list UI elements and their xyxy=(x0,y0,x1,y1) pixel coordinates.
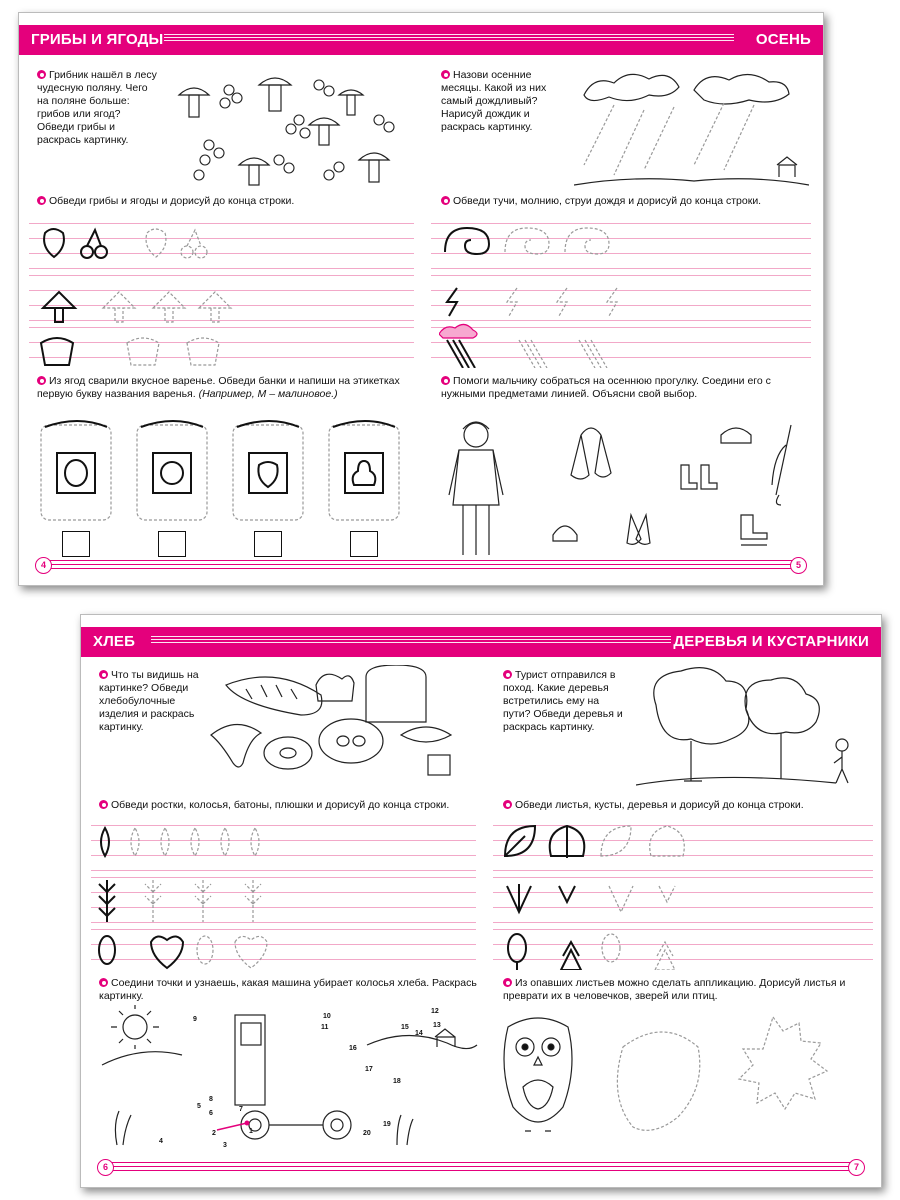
dot-number-3: 3 xyxy=(223,1142,227,1149)
dot-number-2: 2 xyxy=(212,1130,216,1137)
page-title-bread: ХЛЕБ xyxy=(93,633,136,650)
dot-number-19: 19 xyxy=(383,1121,391,1128)
tourist-trees-illustration xyxy=(636,665,871,795)
task-bullet-icon xyxy=(441,196,450,205)
task-trace-mushrooms xyxy=(37,195,417,208)
task-example-text: (Например, М – малиновое.) xyxy=(198,388,338,400)
task-tourist xyxy=(503,669,628,734)
dot-number-12: 12 xyxy=(431,1008,439,1015)
top-spread xyxy=(18,12,824,586)
task-bullet-icon xyxy=(99,670,108,679)
dot-number-7: 7 xyxy=(239,1106,243,1113)
bread-products-illustration xyxy=(206,665,476,790)
page-title-trees-shrubs: ДЕРЕВЬЯ И КУСТАРНИКИ xyxy=(673,633,869,650)
dot-number-9: 9 xyxy=(193,1016,197,1023)
task-boy-walk xyxy=(441,375,816,401)
jam-letter-box-3[interactable] xyxy=(254,531,282,557)
task-jam-jars xyxy=(37,375,407,401)
dot-number-11: 11 xyxy=(321,1024,329,1031)
dot-number-4: 4 xyxy=(159,1138,163,1145)
task-text: Назови осенние месяцы. Какой из них самый дождливый? Нарисуй дождик и раскрась картинку. xyxy=(441,69,547,133)
task-autumn-months xyxy=(441,69,566,134)
dot-number-6: 6 xyxy=(209,1110,213,1117)
task-bullet-icon xyxy=(37,70,46,79)
bottom-spread xyxy=(80,614,882,1188)
tracing-leaves-trees xyxy=(501,820,701,970)
task-bullet-icon xyxy=(37,376,46,385)
header-stripes xyxy=(151,636,671,648)
tracing-clouds-lightning xyxy=(439,218,639,368)
top-footer xyxy=(19,555,823,575)
task-bullet-icon xyxy=(99,800,108,809)
task-text: Грибник нашёл в лесу чудесную поляну. Чего на поляне больше: грибов или ягод? Обведи грибы и раскрась картинку. xyxy=(37,69,157,146)
task-mushrooms-meadow xyxy=(37,69,159,147)
dot-number-17: 17 xyxy=(365,1066,373,1073)
tracing-fruits-mushrooms xyxy=(37,218,237,368)
jam-letter-box-2[interactable] xyxy=(158,531,186,557)
bottom-header-bar xyxy=(81,627,881,657)
dot-number-10: 10 xyxy=(323,1013,331,1020)
tracing-sprouts-breads xyxy=(95,820,295,970)
task-text: Обведи листья, кусты, деревья и дорисуй до конца строки. xyxy=(515,799,804,811)
jam-jars-illustration xyxy=(37,413,417,523)
task-text: Соедини точки и узнаешь, какая машина убирает колосья хлеба. Раскрась картинку. xyxy=(99,977,477,1002)
dot-number-15: 15 xyxy=(401,1024,409,1031)
owl-and-leaves-illustration xyxy=(503,1007,873,1157)
top-header-bar xyxy=(19,25,823,55)
task-bullet-icon xyxy=(441,376,450,385)
task-trace-sprouts xyxy=(99,799,479,812)
task-text: Что ты видишь на картинке? Обведи хлебобулочные изделия и раскрась картинку. xyxy=(99,669,199,733)
task-bullet-icon xyxy=(441,70,450,79)
header-stripes xyxy=(164,34,734,46)
task-trace-clouds xyxy=(441,195,821,208)
task-bullet-icon xyxy=(503,978,512,987)
task-text: Из ягод сварили вкусное варенье. Обведи банки и напиши на этикетках первую букву названия варенья. xyxy=(37,375,400,400)
mushroom-meadow-illustration xyxy=(169,65,409,190)
task-text: Обведи грибы и ягоды и дорисуй до конца строки. xyxy=(49,195,295,207)
page-number-left: 4 xyxy=(35,557,52,574)
page-number-right: 5 xyxy=(790,557,807,574)
task-bullet-icon xyxy=(37,196,46,205)
dot-number-20: 20 xyxy=(363,1130,371,1137)
task-leaves-applique xyxy=(503,977,878,1003)
task-trace-leaves xyxy=(503,799,882,812)
dot-number-1: 1 xyxy=(249,1128,253,1135)
page-number-right: 7 xyxy=(848,1159,865,1176)
task-text: Турист отправился в поход. Какие деревья встретились ему на пути? Обведи деревья и раскрась картинку. xyxy=(503,669,623,733)
task-bullet-icon xyxy=(99,978,108,987)
rain-landscape-illustration xyxy=(574,65,809,190)
dot-number-5: 5 xyxy=(197,1103,201,1110)
boy-and-items-illustration xyxy=(441,405,816,560)
task-bullet-icon xyxy=(503,800,512,809)
task-text: Помоги мальчику собраться на осеннюю прогулку. Соедини его с нужными предметами линией. Объясни свой выбор. xyxy=(441,375,771,400)
task-text: Обведи тучи, молнию, струи дождя и дорисуй до конца строки. xyxy=(453,195,762,207)
page-number-left: 6 xyxy=(97,1159,114,1176)
connect-dots-harvester xyxy=(97,1005,482,1155)
dot-number-16: 16 xyxy=(349,1045,357,1052)
page-title-autumn: ОСЕНЬ xyxy=(755,31,811,48)
dot-number-8: 8 xyxy=(209,1096,213,1103)
dot-number-13: 13 xyxy=(433,1022,441,1029)
task-text: Из опавших листьев можно сделать аппликацию. Дорисуй листья и преврати их в человечков, зверей или птиц. xyxy=(503,977,846,1002)
task-bullet-icon xyxy=(503,670,512,679)
dot-number-18: 18 xyxy=(393,1078,401,1085)
task-text: Обведи ростки, колосья, батоны, плюшки и дорисуй до конца строки. xyxy=(111,799,450,811)
task-bread-picture xyxy=(99,669,204,734)
task-dots-machine xyxy=(99,977,479,1003)
jam-letter-box-1[interactable] xyxy=(62,531,90,557)
bottom-footer xyxy=(81,1157,881,1177)
dot-number-14: 14 xyxy=(415,1030,423,1037)
page-title-mushrooms-berries: ГРИБЫ И ЯГОДЫ xyxy=(31,31,164,48)
jam-letter-box-4[interactable] xyxy=(350,531,378,557)
